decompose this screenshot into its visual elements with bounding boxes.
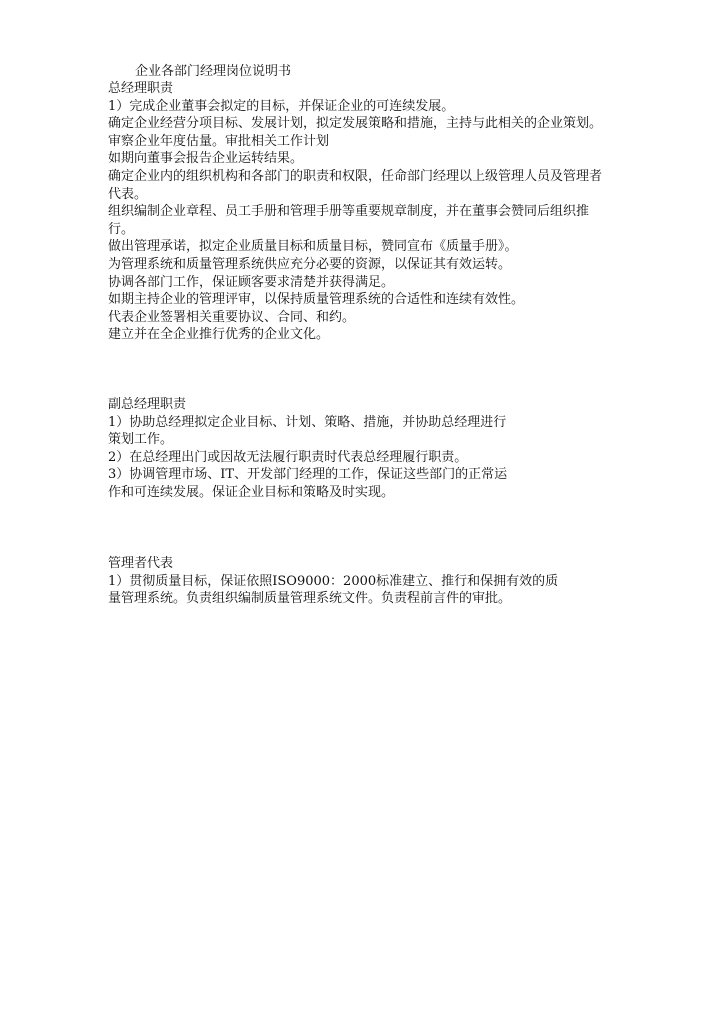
document-title: 企业各部门经理岗位说明书 [135, 64, 292, 79]
duty-line: 如期主持企业的管理评审，以保持质量管理系统的合适性和连续有效性。 [108, 292, 525, 308]
duty-line: 确定企业内的组织机构和各部门的职责和权限，任命部门经理以上级管理人员及管理者代表。 [108, 168, 603, 202]
duty-line: 1）完成企业董事会拟定的目标，并保证企业的可连续发展。 [108, 98, 455, 114]
duty-line: 组织编制企业章程、员工手册和管理手册等重要规章制度，并在董事会赞同后组织推行。 [108, 204, 590, 237]
duty-line: 建立并在全企业推行优秀的企业文化。 [108, 327, 330, 343]
duty-line: 1）协助总经理拟定企业目标、计划、策略、措施，并协助总经理进行策划工作。 [108, 414, 507, 448]
section-heading: 副总经理职责 [108, 397, 187, 412]
duty-line: 为管理系统和质量管理系统供应充分必要的资源，以保证其有效运转。 [108, 256, 512, 272]
duty-line: 如期向董事会报告企业运转结果。 [108, 151, 304, 167]
section-general-manager [108, 80, 602, 344]
duty-line: 1）贯彻质量目标，保证依照ISO9000：2000标准建立、推行和保拥有效的质量管理系统。负责组织编制质量管理系统文件。负责程前言件的审批。 [108, 573, 559, 607]
duty-line: 2）在总经理出门或因故无法履行职责时代表总经理履行职责。 [108, 449, 468, 465]
section-heading: 管理者代表 [108, 556, 174, 571]
duty-line: 做出管理承诺，拟定企业质量目标和质量目标，赞同宣布《质量手册》。 [108, 239, 518, 255]
section-deputy-general-manager [108, 396, 518, 502]
section-management-representative [108, 555, 568, 608]
section-heading: 总经理职责 [108, 81, 174, 96]
duty-line: 协调各部门工作，保证顾客要求清楚并获得满足。 [108, 274, 395, 290]
duty-line: 确定企业经营分项目标、发展计划，拟定发展策略和措施，主持与此相关的企业策划。审察企业年度估量。审批相关工作计划 [108, 116, 603, 149]
duty-line: 3）协调管理市场、IT、开发部门经理的工作，保证这些部门的正常运作和可连续发展。保证企业目标和策略及时实现。 [108, 467, 508, 500]
duty-line: 代表企业签署相关重要协议、合同、和约。 [108, 309, 356, 325]
